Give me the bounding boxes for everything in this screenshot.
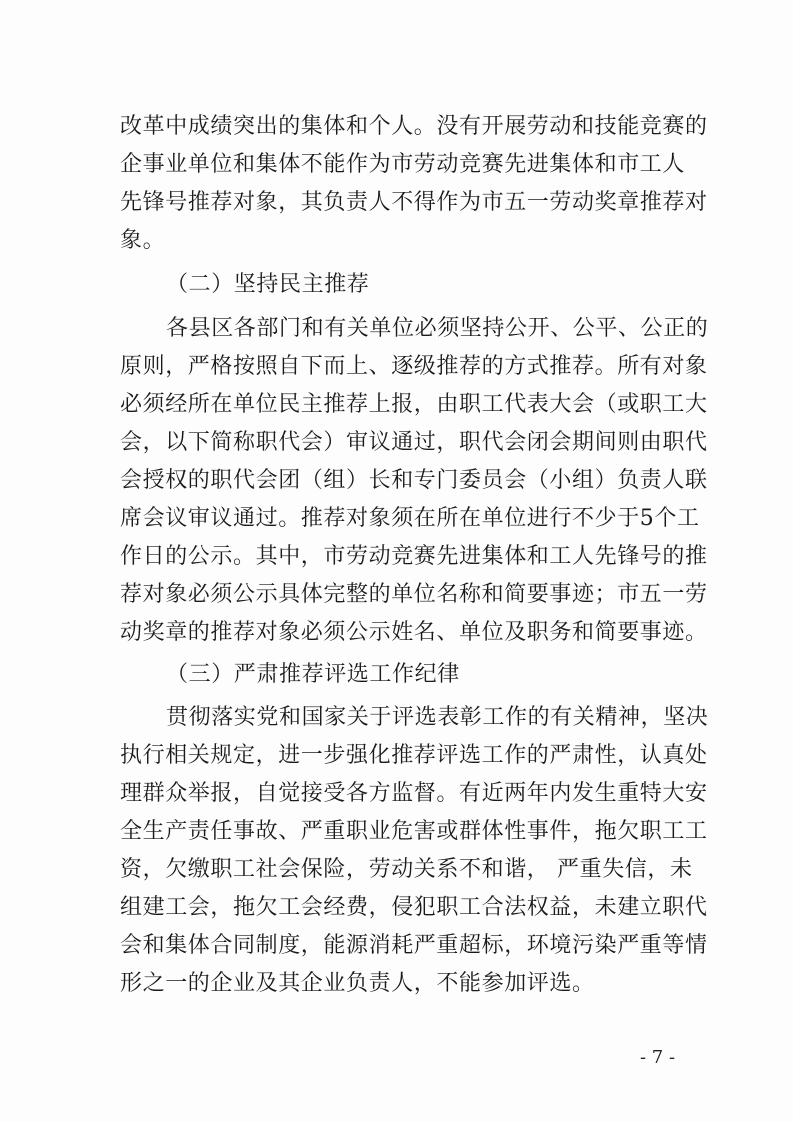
paragraph-line: 原则，严格按照自下而上、逐级推荐的方式推荐。所有对象 xyxy=(120,354,708,379)
paragraph-line: 必须经所在单位民主推荐上报，由职工代表大会（或职工大 xyxy=(120,392,708,417)
paragraph-line: 贯彻落实党和国家关于评选表彰工作的有关精神，坚决 xyxy=(166,705,709,730)
paragraph-line: 形之一的企业及其企业负责人，不能参加评选。 xyxy=(120,971,595,996)
paragraph-line: 全生产责任事故、严重职业危害或群体性事件，拖欠职工工 xyxy=(120,819,708,844)
paragraph-line: 改革中成绩突出的集体和个人。没有开展劳动和技能竞赛的 xyxy=(120,114,708,139)
paragraph-line: 会，以下简称职代会）审议通过，职代会闭会期间则由职代 xyxy=(120,430,708,455)
paragraph-line: 企事业单位和集体不能作为市劳动竞赛先进集体和市工人 xyxy=(120,152,686,177)
paragraph-line: 会和集体合同制度，能源消耗严重超标，环境污染严重等情 xyxy=(120,933,708,958)
paragraph-line: 资，欠缴职工社会保险，劳动关系不和谐， 严重失信，未 xyxy=(120,857,693,882)
page-number: - 7 - xyxy=(640,1047,676,1068)
paragraph-line: 象。 xyxy=(120,228,166,253)
paragraph-line: 先锋号推荐对象，其负责人不得作为市五一劳动奖章推荐对 xyxy=(120,190,708,215)
paragraph-line: 荐对象必须公示具体完整的单位名称和简要事迹；市五一劳 xyxy=(120,582,708,607)
paragraph-line: 席会议审议通过。推荐对象须在所在单位进行不少于5个工 xyxy=(120,506,700,531)
paragraph-line: 执行相关规定，进一步强化推荐评选工作的严肃性，认真处 xyxy=(120,743,708,768)
section-heading: （三）严肃推荐评选工作纪律 xyxy=(166,662,460,687)
paragraph-line: 理群众举报，自觉接受各方监督。有近两年内发生重特大安 xyxy=(120,781,708,806)
paragraph-line: 各县区各部门和有关单位必须坚持公开、公平、公正的 xyxy=(166,316,709,341)
paragraph-line: 作日的公示。其中，市劳动竞赛先进集体和工人先锋号的推 xyxy=(120,544,708,569)
paragraph-line: 组建工会，拖欠工会经费，侵犯职工合法权益，未建立职代 xyxy=(120,895,708,920)
paragraph-line: 会授权的职代会团（组）长和专门委员会（小组）负责人联 xyxy=(120,468,708,493)
section-heading: （二）坚持民主推荐 xyxy=(166,272,370,297)
paragraph-line: 动奖章的推荐对象必须公示姓名、单位及职务和简要事迹。 xyxy=(120,620,708,645)
